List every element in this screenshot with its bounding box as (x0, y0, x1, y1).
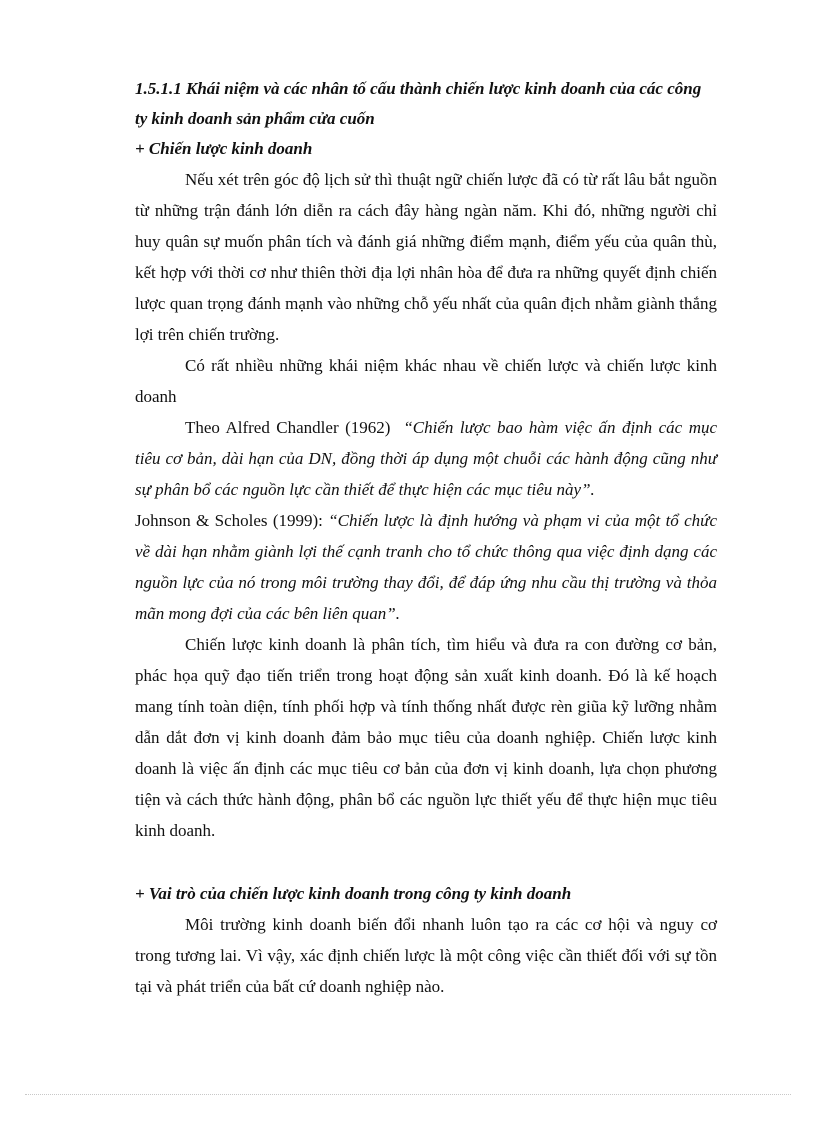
johnson-author: Johnson & Scholes (1999): (135, 511, 323, 530)
section-heading: 1.5.1.1 Khái niệm và các nhân tố cấu thành chiến lược kinh doanh của các công ty kinh doanh sản phẩm cửa cuốn (135, 79, 702, 128)
strategy-subheading: + Chiến lược kinh doanh (135, 139, 313, 158)
role-subheading: + Vai trò của chiến lược kinh doanh trong công ty kinh doanh (135, 884, 572, 903)
strategy-paragraph-definition: Chiến lược kinh doanh là phân tích, tìm hiểu và đưa ra con đường cơ bản, phác họa quỹ đạo tiến triển trong hoạt động sản xuất kinh doanh. Đó là kế hoạch mang tính toàn diện, tính phối hợp và tính thống nhất được rèn giũa kỹ lưỡng nhằm dẫn dắt đơn vị kinh doanh đảm bảo mục tiêu của doanh nghiệp. Chiến lược kinh doanh là việc ấn định các mục tiêu cơ bản của đơn vị kinh doanh, lựa chọn phương tiện và cách thức hành động, phân bổ các nguồn lực thiết yếu để thực hiện mục tiêu kinh doanh. (135, 635, 717, 840)
johnson-quote: “Chiến lược là định hướng và phạm vi của một tổ chức về dài hạn nhằm giành lợi thế cạnh tranh cho tổ chức thông qua việc định dạng các nguồn lực của nó trong môi trường thay đổi, để đáp ứng nhu cầu thị trường và thỏa mãn mong đợi của các bên liên quan”. (135, 511, 717, 623)
chandler-author: Theo Alfred Chandler (1962) (185, 418, 391, 437)
page-content (135, 74, 717, 1002)
johnson-definition (135, 505, 717, 629)
chandler-quote: “Chiến lược bao hàm việc ấn định các mục tiêu cơ bản, dài hạn của DN, đồng thời áp dụng một chuỗi các hành động cũng như sự phân bổ các nguồn lực cần thiết để thực hiện các mục tiêu này”. (135, 418, 718, 499)
page-bottom-rule (25, 1094, 791, 1095)
role-paragraph: Môi trường kinh doanh biến đổi nhanh luôn tạo ra các cơ hội và nguy cơ trong tương lai. Vì vậy, xác định chiến lược là một công việc cần thiết đối với sự tồn tại và phát triển của bất cứ doanh nghiệp nào. (135, 915, 717, 996)
strategy-paragraph-history: Nếu xét trên góc độ lịch sử thì thuật ngữ chiến lược đã có từ rất lâu bắt nguồn từ những trận đánh lớn diễn ra cách đây hàng ngàn năm. Khi đó, những người chỉ huy quân sự muốn phân tích và đánh giá những điểm mạnh, điểm yếu của quân thù, kết hợp với thời cơ như thiên thời địa lợi nhân hòa để đưa ra những quyết định chiến lược quan trọng đánh mạnh vào những chỗ yếu nhất của quân địch nhằm giành thắng lợi trên chiến trường. (135, 170, 717, 344)
chandler-definition (135, 412, 717, 505)
paragraph-spacer (135, 846, 717, 879)
strategy-paragraph-concepts: Có rất nhiều những khái niệm khác nhau về chiến lược và chiến lược kinh doanh (135, 356, 717, 406)
